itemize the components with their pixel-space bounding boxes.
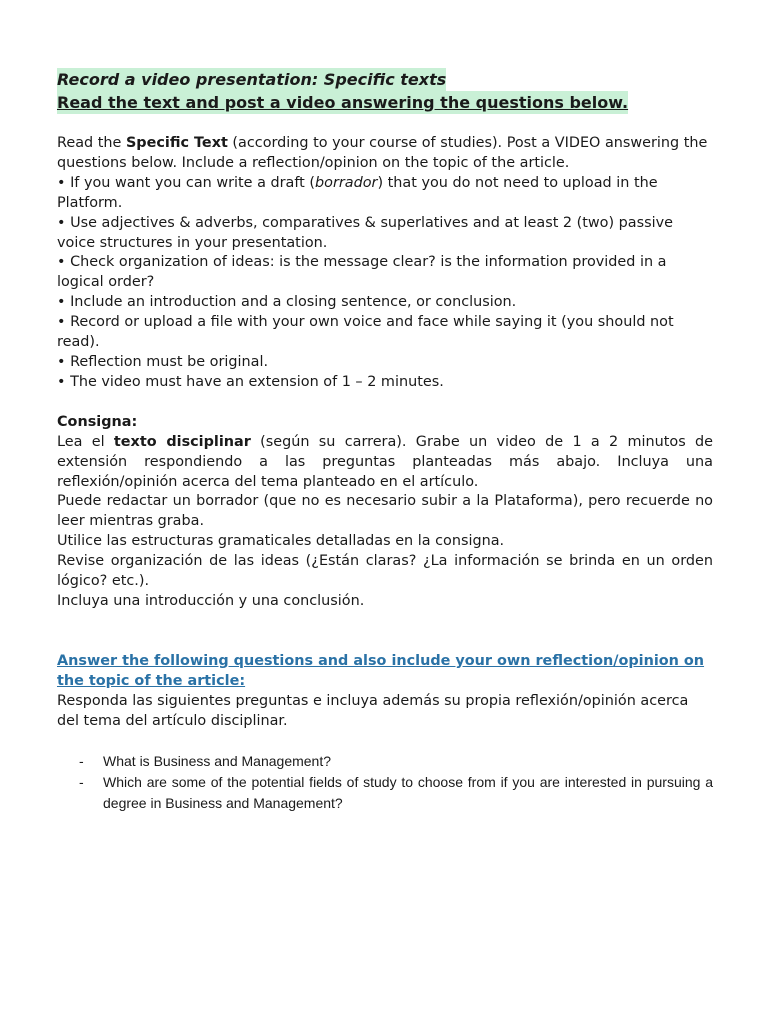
spanish-para-1 bbox=[57, 433, 713, 493]
title-line-2 bbox=[57, 91, 713, 114]
question-text: Which are some of the potential fields of study to choose from if you are interested in pursuing a degree in Business and Management? bbox=[103, 774, 713, 812]
title-line-1 bbox=[57, 68, 713, 91]
questions-spanish-line: Responda las siguientes preguntas e incluya además su propia reflexión/opinión acerca del tema del artículo disciplinar. bbox=[57, 692, 689, 729]
english-bullet-6: • Reflection must be original. bbox=[57, 353, 269, 370]
intro-text: Read the bbox=[57, 135, 126, 151]
spacer bbox=[57, 393, 713, 413]
spanish-para-3: Utilice las estructuras gramaticales detalladas en la consigna. bbox=[57, 533, 505, 550]
intro-text-rest: (according to your course of studies). Post a VIDEO answering the questions below. Include a reflection/opinion on the topic of the article. bbox=[57, 135, 708, 171]
english-bullet-7: • The video must have an extension of 1 – 2 minutes. bbox=[57, 373, 444, 390]
english-intro bbox=[57, 134, 713, 174]
questions-link-heading[interactable]: Answer the following questions and also include your own reflection/opinion on the topic of the article: bbox=[57, 652, 705, 689]
spanish-para-4: Revise organización de las ideas (¿Están claras? ¿La información se brinda en un orden lógico? etc.). bbox=[57, 553, 713, 590]
consigna-label-text: Consigna: bbox=[57, 413, 138, 430]
intro-bold-text: Specific Text bbox=[125, 135, 228, 151]
question-list bbox=[57, 751, 713, 814]
english-bullet-1 bbox=[57, 174, 713, 214]
para-text-rest: (según su carrera). Grabe un video de 1 a 2 minutos de extensión respondiendo a las preguntas planteadas más abajo. Incluya una reflexión/opinión acerca del tema planteado en el artículo. bbox=[57, 433, 713, 490]
list-item bbox=[57, 772, 713, 814]
english-bullet-2: • Use adjectives & adverbs, comparatives & superlatives and at least 2 (two) passive voice structures in your presentation. bbox=[57, 214, 673, 251]
dash-bullet: - bbox=[79, 753, 84, 770]
bullet-italic-text: borrador bbox=[315, 174, 378, 191]
para-bold-text: texto disciplinar bbox=[113, 433, 251, 450]
english-bullet-5: • Record or upload a file with your own voice and face while saying it (you should not read). bbox=[57, 314, 674, 351]
spanish-para-5: Incluya una introducción y una conclusión. bbox=[57, 592, 365, 609]
para-text: Lea el bbox=[57, 433, 114, 450]
english-bullet-4: • Include an introduction and a closing sentence, or conclusion. bbox=[57, 294, 517, 311]
bullet-text-rest: ) that you do not need to upload in the Platform. bbox=[57, 174, 658, 211]
dash-bullet: - bbox=[79, 774, 84, 791]
spacer bbox=[57, 612, 713, 652]
spacer bbox=[57, 114, 713, 134]
list-item bbox=[57, 751, 713, 772]
spacer bbox=[57, 731, 713, 751]
title-highlight-1: Record a video presentation: Specific texts bbox=[57, 70, 447, 89]
question-text: What is Business and Management? bbox=[103, 753, 332, 770]
bullet-text: • If you want you can write a draft ( bbox=[57, 174, 315, 191]
title-highlight-2: Read the text and post a video answering the questions below. bbox=[57, 93, 629, 112]
spanish-para-2: Puede redactar un borrador (que no es necesario subir a la Plataforma), pero recuerde no leer mientras graba. bbox=[57, 493, 713, 530]
document-content bbox=[57, 68, 713, 814]
consigna-label bbox=[57, 413, 713, 433]
english-bullet-3: • Check organization of ideas: is the message clear? is the information provided in a logical order? bbox=[57, 254, 667, 291]
